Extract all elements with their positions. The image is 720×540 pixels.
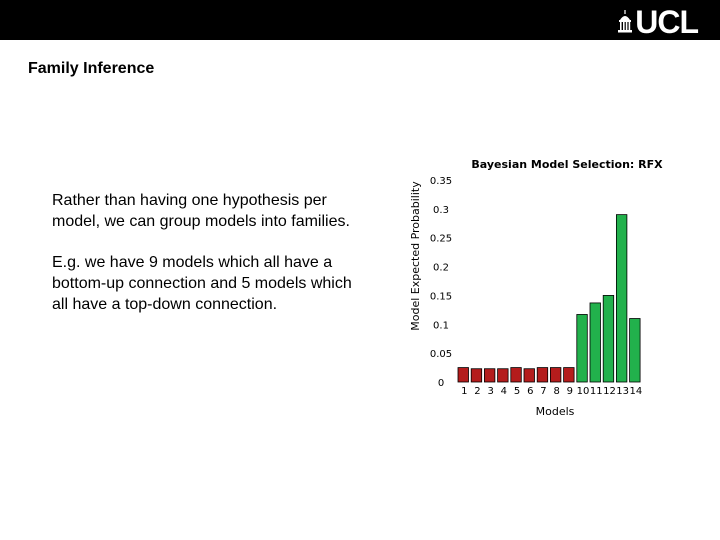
y-tick-label: 0 [437,378,445,389]
bar-model-1 [458,368,469,382]
bar-model-14 [630,319,641,382]
x-tick-label: 8 [553,386,560,397]
bar-model-13 [616,215,627,382]
bar-model-5 [511,368,522,382]
header-bar [0,0,720,40]
x-tick-label: 11 [589,386,603,397]
x-axis-label: Models [535,405,575,418]
y-axis-label: Model Expected Probability [409,181,422,331]
bar-model-2 [471,369,482,382]
y-tick-label: 0.3 [433,204,449,216]
y-tick-label: 0.2 [433,262,449,274]
y-tick-labels [430,176,452,389]
y-tick-label: 0.1 [433,320,449,332]
x-tick-label: 12 [603,386,616,397]
x-tick-label: 13 [616,386,630,397]
x-tick-label: 9 [566,386,574,397]
y-tick-label: 0.25 [429,233,453,245]
chart-svg [405,150,705,430]
y-tick-label: 0.15 [429,291,453,303]
x-tick-label: 1 [461,386,468,397]
bms-bar-chart [405,150,705,430]
ucl-logo-text: UCL [635,4,698,40]
y-tick-label: 0.35 [429,176,453,187]
portico-dome-icon [617,10,633,34]
paragraph-families: Rather than having one hypothesis per model, we can group models into families. [52,192,350,230]
bars [458,215,640,382]
bar-model-4 [498,369,509,382]
x-tick-label: 3 [487,386,494,397]
slide-title: Family Inference [28,60,155,77]
bar-model-6 [524,369,535,382]
y-tick-label: 0.05 [429,349,453,361]
bar-model-11 [590,303,601,382]
body-text [52,190,352,335]
paragraph-example: E.g. we have 9 models which all have a bottom-up connection and 5 models which all have a top-down connection. [52,254,352,313]
bar-model-10 [577,314,588,382]
x-tick-label: 7 [540,386,547,397]
x-tick-label: 6 [527,386,534,397]
ucl-logo [617,6,698,38]
x-tick-label: 14 [629,386,643,397]
bar-model-3 [484,369,495,382]
bar-model-9 [564,368,575,382]
x-tick-label: 2 [474,386,481,397]
x-tick-label: 4 [500,386,508,397]
x-tick-label: 5 [513,386,521,397]
bar-model-12 [603,295,614,382]
bar-model-7 [537,368,548,382]
chart-title: Bayesian Model Selection: RFX [471,158,663,171]
x-tick-label: 10 [576,386,590,397]
x-tick-labels [461,386,642,397]
bar-model-8 [550,368,561,382]
